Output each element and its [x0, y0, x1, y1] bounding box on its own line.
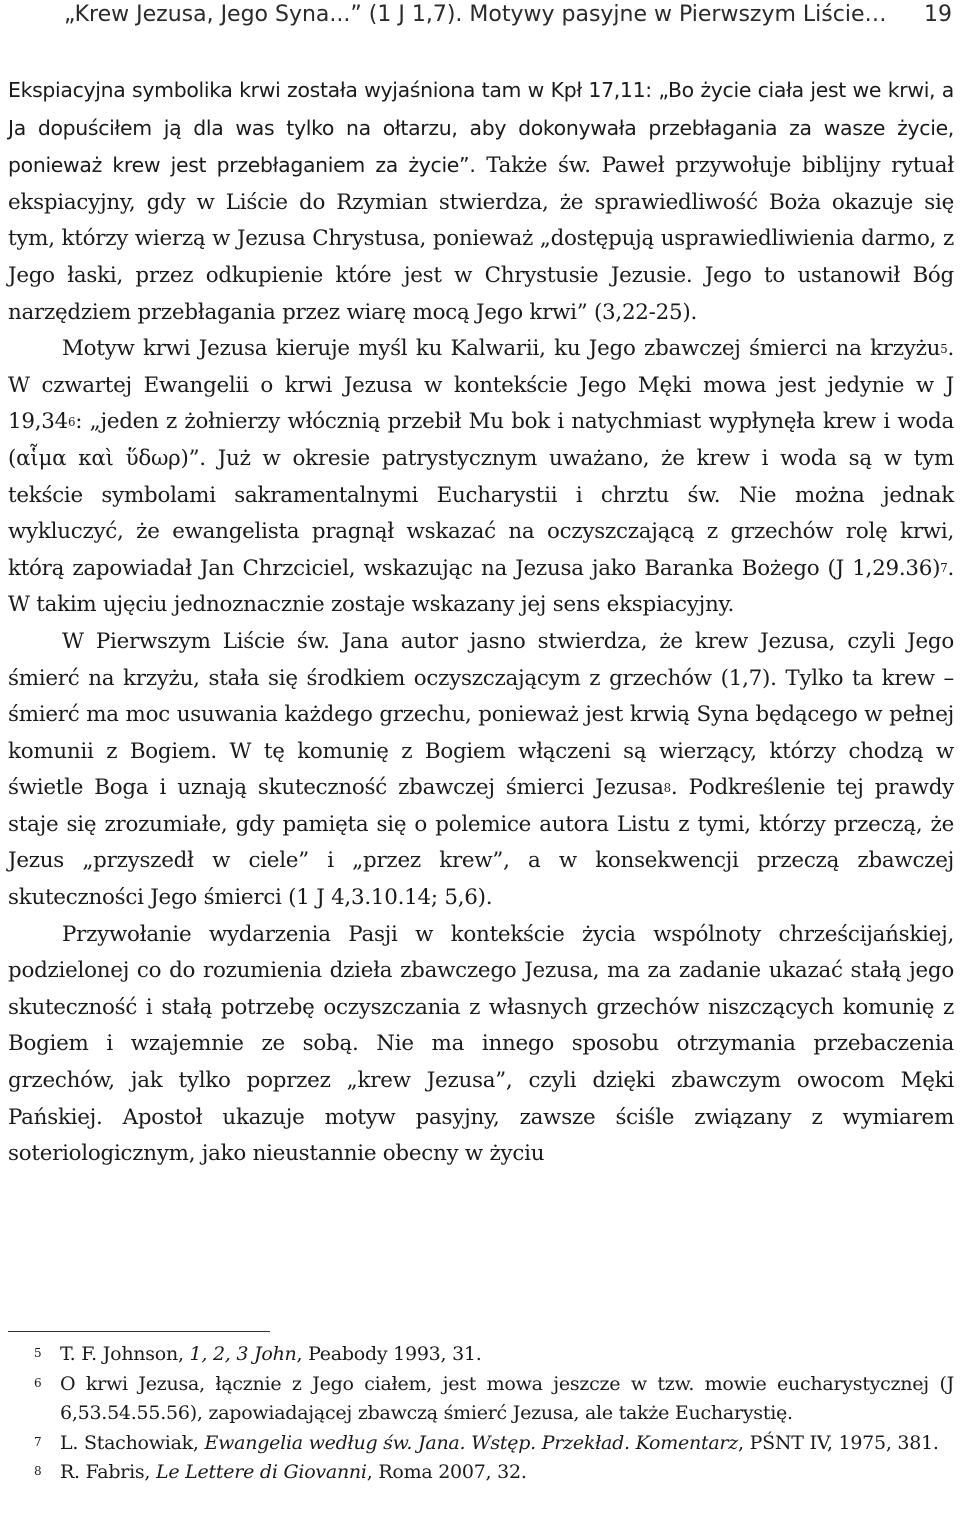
main-text — [8, 72, 954, 1173]
footnote-number: 7 — [34, 1434, 42, 1449]
footnote-5 — [32, 1340, 954, 1370]
footnote-ref-6[interactable]: 6 — [68, 415, 76, 429]
footnote-title: 1, 2, 3 John — [189, 1343, 297, 1365]
footnotes — [32, 1340, 954, 1488]
paragraph-1-sans-span: Ekspiacyjna symbolika krwi została wyjaśniona tam w Kpł 17,11: „Bo życie ciała jest we krwi, a Ja dopuściłem ją dla was tylko na ołtarzu, aby dokonywała przebłagania za wasze życie, ponieważ krew jest przebłaganiem za życie”. — [8, 78, 954, 178]
footnote-ref-8[interactable]: 8 — [663, 780, 671, 795]
footnote-text: O krwi Jezusa, łącznie z Jego ciałem, jest mowa jeszcze w tzw. mowie eucharystycznej (J 6,53.54.55.56), zapowiadającej zbawczą śmierć Jezusa, ale także Eucharystię. — [60, 1372, 954, 1424]
footnote-6 — [32, 1370, 954, 1429]
footnote-8 — [32, 1458, 954, 1488]
paragraph-3-part-a: W Pierwszym Liście św. Jana autor jasno stwierdza, że krew Jezusa, czyli Jego śmierć na krzyżu, stała się środkiem oczyszczającym z grzechów (1,7). Tylko ta krew – śmierć ma moc usuwania każdego grzechu, ponieważ jest krwią Syna będącego w pełnej komunii z Bogiem. W tę komunię z Bogiem włączeni są wierzący, którzy chodzą w świetle Boga i uznają skuteczność zbawczej śmierci Jezusa — [8, 628, 954, 801]
footnote-text: T. F. Johnson, — [60, 1343, 190, 1365]
footnote-title: Le Lettere di Giovanni — [156, 1461, 367, 1483]
greek-phrase: αἷμα καὶ ὕδωρ — [16, 445, 181, 471]
footnote-text-tail: , Peabody 1993, 31. — [296, 1343, 482, 1365]
paragraph-1 — [8, 72, 954, 331]
footnote-separator — [8, 1331, 270, 1332]
paragraph-2-part-c: : „jeden z żołnierzy włócznią przebił Mu bok i natychmiast wypłynęła krew i woda ( — [8, 409, 954, 471]
footnote-number: 6 — [34, 1375, 42, 1390]
footnote-title: Ewangelia według św. Jana. Wstęp. Przekład. Komentarz — [204, 1431, 739, 1454]
footnote-text: L. Stachowiak, — [60, 1431, 205, 1454]
paragraph-2-part-a: Motyw krwi Jezusa kieruje myśl ku Kalwarii, ku Jego zbawczej śmierci na krzyżu — [62, 336, 941, 362]
running-header — [64, 2, 952, 36]
paragraph-3-part-b: . Podkreślenie tej prawdy staje się zrozumiałe, gdy pamięta się o polemice autora Listu z tymi, którzy przeczą, że Jezus „przyszedł w ciele” i „przez krew”, a w konsekwencji przeczą zbawczej skuteczności Jego śmierci (1 J 4,3.10.14; 5,6). — [8, 775, 954, 911]
footnote-text-tail: , PŚNT IV, 1975, 381. — [738, 1431, 939, 1454]
paragraph-4-text: Przywołanie wydarzenia Pasji w kontekście życia wspólnoty chrześcijańskiej, podzielonej co do rozumienia dzieła zbawczego Jezusa, ma za zadanie ukazać stałą jego skuteczność i stałą potrzebę oczyszczania z własnych grzechów niszczących komunię z Bogiem i wzajemnie ze sobą. Nie ma innego sposobu otrzymania przebaczenia grzechów, jak tylko poprzez „krew Jezusa”, czyli dzięki zbawczym owocom Męki Pańskiej. Apostoł ukazuje motyw pasyjny, zawsze ściśle związany z wymiarem soteriologicznym, jako nieustannie obecny w życiu — [8, 921, 954, 1167]
footnote-ref-5[interactable]: 5 — [940, 341, 948, 356]
footnote-text-tail: , Roma 2007, 32. — [366, 1461, 527, 1483]
running-title: „Krew Jezusa, Jego Syna...” (1 J 1,7). Motywy pasyjne w Pierwszym Liście… — [64, 2, 887, 27]
paragraph-2-part-d: )”. Już w okresie patrystycznym uważano, że krew i woda są w tym tekście symbolami sakramentalnymi Eucharystii i chrztu św. Nie można jednak wykluczyć, że ewangelista pragnął wskazać na oczyszczającą z grzechów rolę krwi, którą zapowiadał Jan Chrzciciel, wskazując na Jezusa jako Baranka Bożego (J 1,29.36) — [8, 445, 954, 581]
paragraph-2 — [8, 331, 954, 624]
footnote-7 — [32, 1429, 954, 1459]
page-number: 19 — [924, 2, 952, 27]
paragraph-4 — [8, 917, 954, 1173]
paragraph-2-part-b: . W czwartej Ewangelii o krwi Jezusa w kontekście Jego Męki mowa jest jedynie w J 19,34 — [8, 336, 954, 435]
paragraph-3 — [8, 624, 954, 917]
paragraph-2-part-e: . W takim ujęciu jednoznacznie zostaje wskazany jej sens ekspiacyjny. — [8, 555, 954, 618]
footnote-number: 8 — [34, 1464, 42, 1478]
footnote-number: 5 — [34, 1346, 42, 1360]
footnote-ref-7[interactable]: 7 — [940, 561, 948, 576]
footnote-text: R. Fabris, — [60, 1461, 157, 1483]
paragraph-1-serif-span: Także św. Paweł przywołuje biblijny rytuał ekspiacyjny, gdy w Liście do Rzymian stwierdza, że sprawiedliwość Boża okazuje się tym, którzy wierzą w Jezusa Chrystusa, ponieważ „dostępują usprawiedliwienia darmo, z Jego łaski, przez odkupienie które jest w Chrystusie Jezusie. Jego to ustanowił Bóg narzędziem przebłagania przez wiarę mocą Jego krwi” (3,22-25). — [8, 153, 954, 325]
